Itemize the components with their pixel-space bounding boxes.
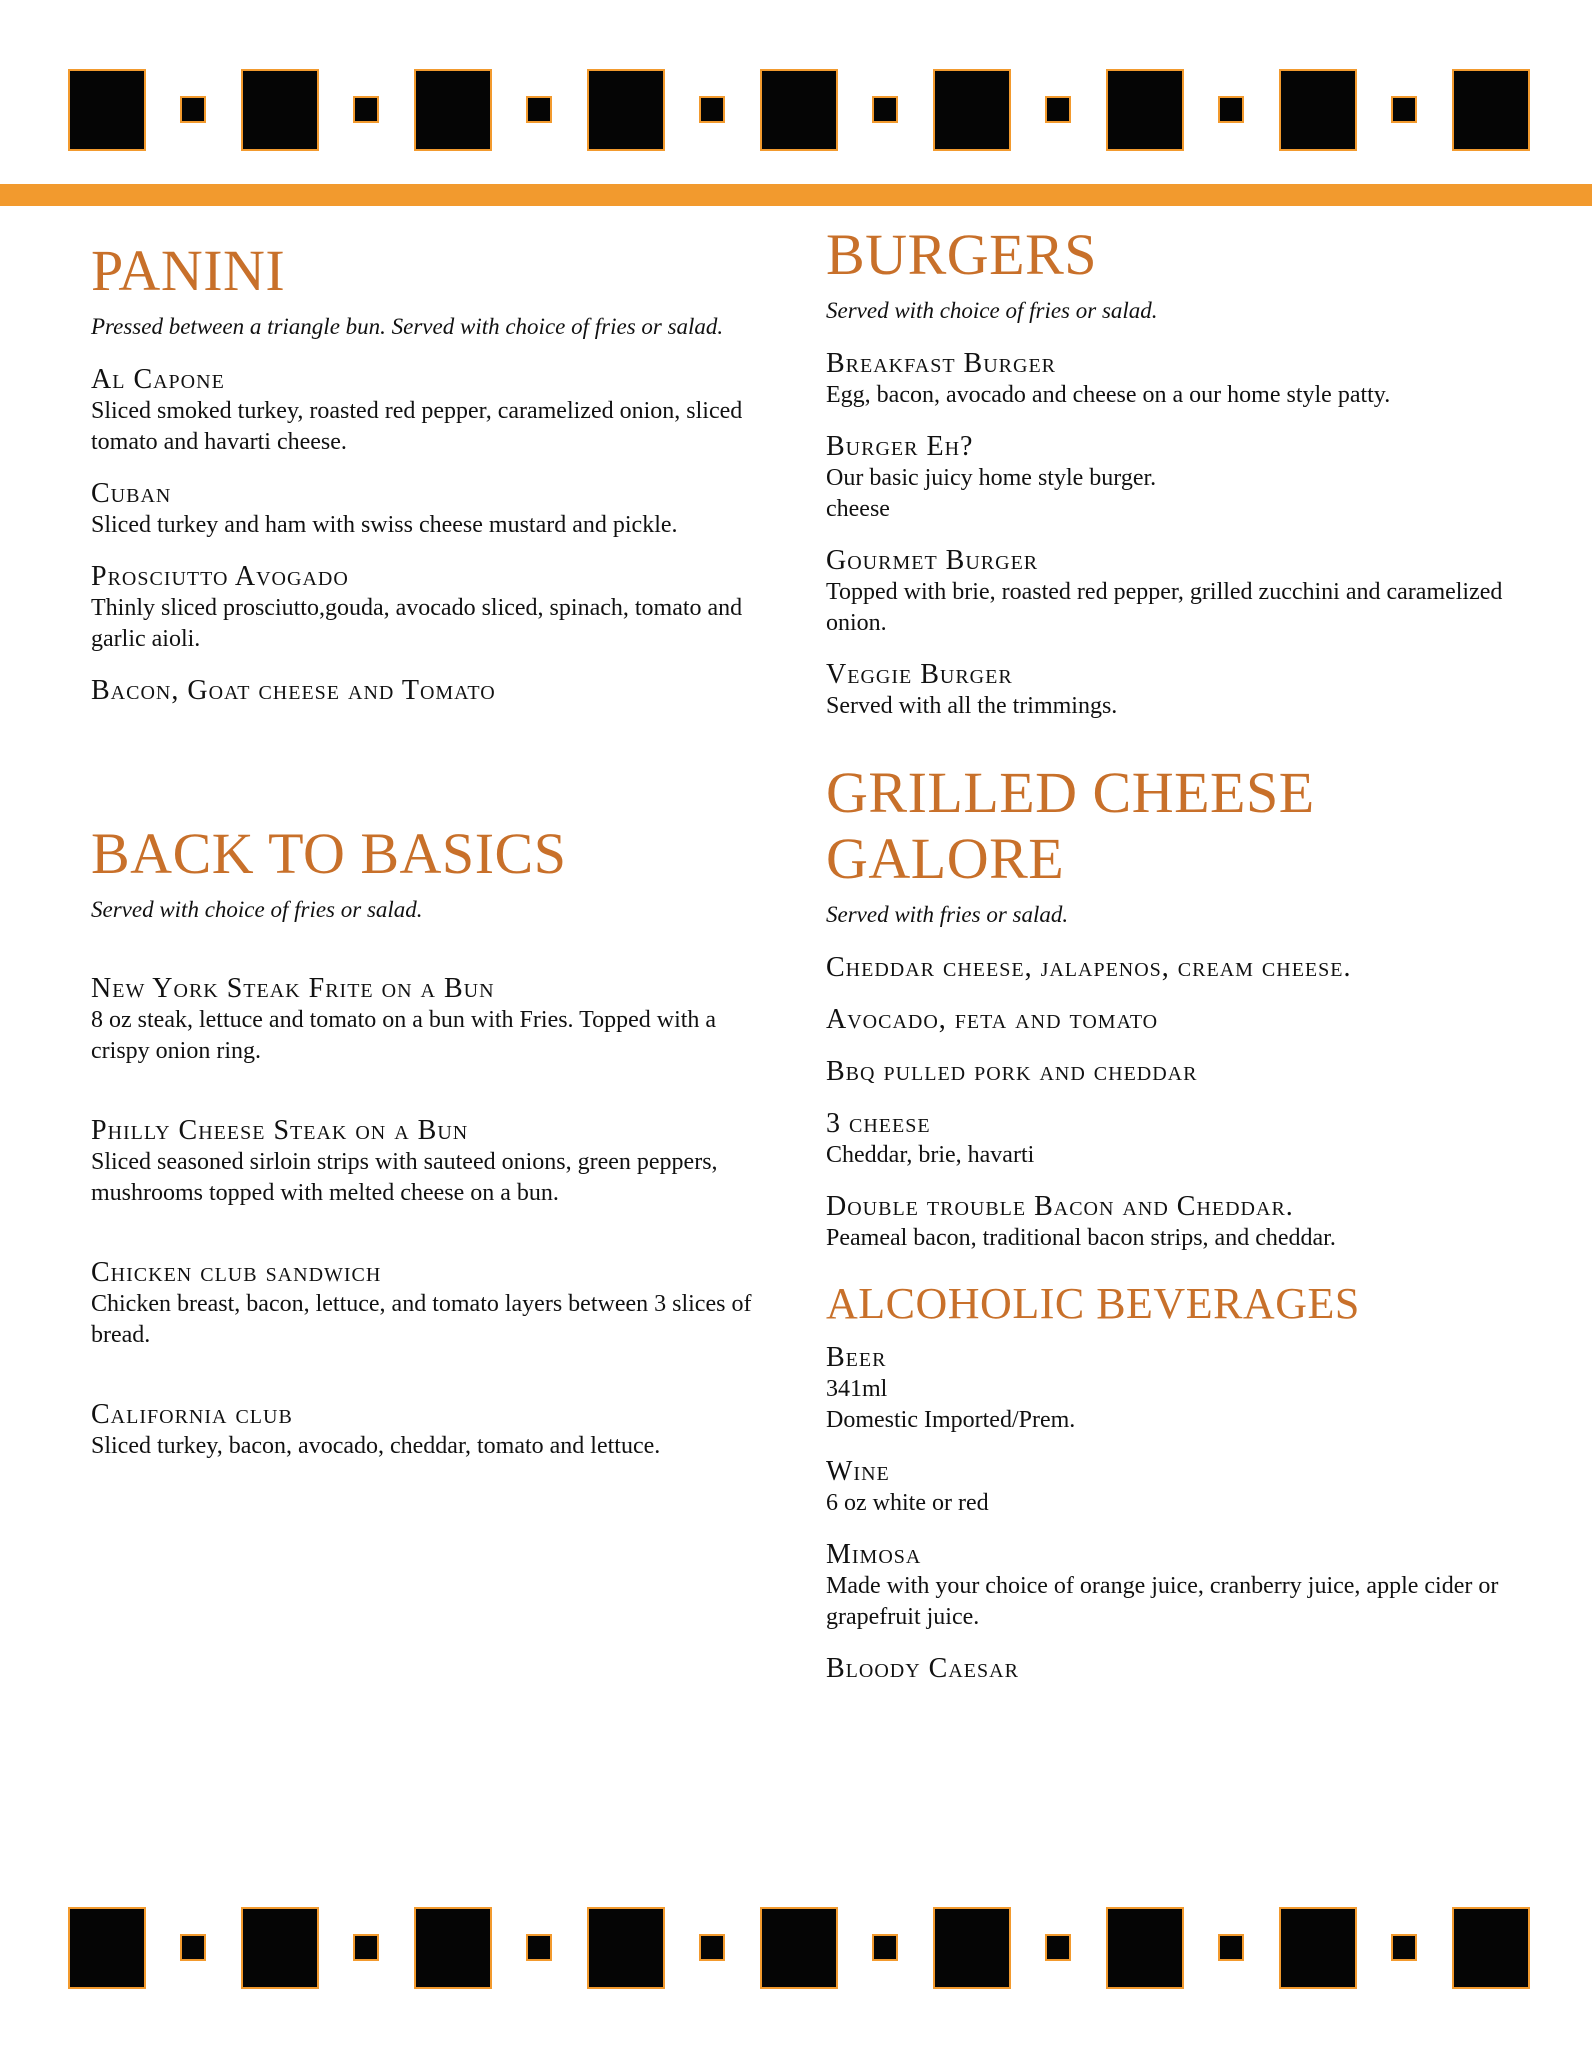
square-decoration (1219, 1935, 1243, 1960)
square-decoration (527, 1935, 551, 1960)
square-decoration (588, 1908, 664, 1988)
item-name: Bbq pulled pork and cheddar (826, 1056, 1198, 1087)
item-description: Sliced seasoned sirloin strips with sauteed onions, green peppers, mushrooms topped with melted cheese on a bun. (91, 1149, 718, 1206)
item-name: Veggie Burger (826, 659, 1013, 690)
item-name: California club (91, 1399, 293, 1430)
section-title-line: GALORE (826, 826, 1065, 891)
item-name: Prosciutto Avogado (91, 561, 349, 592)
item-name: Philly Cheese Steak on a Bun (91, 1115, 469, 1146)
section-note: Served with choice of fries or salad. (826, 298, 1158, 323)
item-description: Chicken breast, bacon, lettuce, and tomato layers between 3 slices of bread. (91, 1291, 752, 1348)
menu-item (826, 348, 1506, 411)
menu-item (91, 973, 771, 1067)
square-decoration (1046, 97, 1070, 122)
item-description: 8 oz steak, lettuce and tomato on a bun with Fries. Topped with a crispy onion ring. (91, 1007, 717, 1064)
bottom-square-border (0, 1898, 1592, 2018)
panini-section (91, 238, 771, 707)
item-name: Cheddar cheese, jalapenos, cream cheese. (826, 952, 1352, 983)
square-decoration (1219, 97, 1243, 122)
square-decoration (934, 70, 1010, 150)
item-name: Breakfast Burger (826, 348, 1056, 379)
square-decoration (181, 1935, 205, 1960)
item-description: Cheddar, brie, havarti (826, 1142, 1035, 1168)
top-square-border (0, 60, 1592, 180)
item-description: Sliced turkey and ham with swiss cheese mustard and pickle. (91, 512, 678, 538)
item-description: 6 oz white or red (826, 1490, 989, 1516)
square-decoration (69, 1908, 145, 1988)
section-title: ALCOHOLIC BEVERAGES (826, 1279, 1360, 1328)
menu-item (91, 1399, 771, 1462)
item-description: 341ml (826, 1376, 888, 1402)
section-title: PANINI (91, 238, 286, 303)
menu-item (91, 1257, 771, 1351)
square-decoration (1280, 1908, 1356, 1988)
menu-item (826, 1191, 1506, 1254)
grilled-cheese-section (826, 760, 1506, 1254)
item-name: Bacon, Goat cheese and Tomato (91, 675, 496, 706)
item-name: 3 cheese (826, 1108, 931, 1139)
item-description: Topped with brie, roasted red pepper, grilled zucchini and caramelized onion. (826, 579, 1503, 636)
left-column (91, 238, 771, 1482)
square-decoration (1392, 97, 1416, 122)
item-name: Mimosa (826, 1539, 922, 1570)
menu-item (826, 1342, 1506, 1436)
section-title: BACK TO BASICS (91, 821, 567, 886)
item-description: Thinly sliced prosciutto,gouda, avocado sliced, spinach, tomato and garlic aioli. (91, 595, 743, 652)
item-name: Beer (826, 1342, 887, 1373)
menu-item (826, 1056, 1506, 1088)
item-name: Double trouble Bacon and Cheddar. (826, 1191, 1294, 1222)
menu-item (826, 1004, 1506, 1036)
menu-item (91, 675, 771, 707)
section-title: BURGERS (826, 222, 1098, 287)
square-decoration (700, 97, 724, 122)
menu-item (826, 1456, 1506, 1519)
menu-item (91, 478, 771, 541)
section-title (826, 760, 1506, 892)
square-decoration (1046, 1935, 1070, 1960)
square-decoration (761, 70, 837, 150)
item-description: Sliced turkey, bacon, avocado, cheddar, tomato and lettuce. (91, 1433, 661, 1459)
orange-divider-bar (0, 184, 1592, 206)
item-name: Bloody Caesar (826, 1653, 1019, 1684)
square-decoration (354, 1935, 378, 1960)
square-decoration (69, 70, 145, 150)
burgers-section (826, 222, 1506, 722)
square-decoration (1453, 1908, 1529, 1988)
item-name: Wine (826, 1456, 890, 1487)
item-description: Served with all the trimmings. (826, 693, 1118, 719)
section-note: Pressed between a triangle bun. Served with choice of fries or salad. (91, 314, 724, 339)
item-description-extra: cheese (826, 496, 890, 522)
square-decoration (354, 97, 378, 122)
square-decoration (1453, 70, 1529, 150)
square-decoration (761, 1908, 837, 1988)
item-name: Gourmet Burger (826, 545, 1039, 576)
item-name: Avocado, feta and tomato (826, 1004, 1159, 1035)
item-description: Sliced smoked turkey, roasted red pepper, caramelized onion, sliced tomato and havarti cheese. (91, 398, 743, 455)
item-description: Peameal bacon, traditional bacon strips, and cheddar. (826, 1225, 1336, 1251)
menu-item (826, 952, 1506, 984)
item-description-extra: Domestic Imported/Prem. (826, 1407, 1076, 1433)
section-title-line: GRILLED CHEESE (826, 760, 1315, 825)
menu-item (826, 545, 1506, 639)
item-description: Our basic juicy home style burger. (826, 465, 1157, 491)
item-name: Cuban (91, 478, 172, 509)
right-column (826, 222, 1506, 1705)
square-decoration (700, 1935, 724, 1960)
square-decoration (415, 1908, 491, 1988)
menu-item (826, 1653, 1506, 1685)
menu-item (826, 1539, 1506, 1633)
item-name: Al Capone (91, 364, 225, 395)
item-description: Made with your choice of orange juice, cranberry juice, apple cider or grapefruit juice. (826, 1573, 1499, 1630)
menu-item (826, 1108, 1506, 1171)
square-decoration (1392, 1935, 1416, 1960)
square-decoration (242, 1908, 318, 1988)
square-decoration (1107, 1908, 1183, 1988)
section-note: Served with choice of fries or salad. (91, 897, 423, 922)
square-decoration (873, 1935, 897, 1960)
item-description: Egg, bacon, avocado and cheese on a our home style patty. (826, 382, 1391, 408)
item-name: Chicken club sandwich (91, 1257, 382, 1288)
square-decoration (588, 70, 664, 150)
section-note: Served with fries or salad. (826, 902, 1069, 927)
alcoholic-beverages-section (826, 1278, 1506, 1685)
square-decoration (1280, 70, 1356, 150)
menu-item (826, 659, 1506, 722)
square-decoration (181, 97, 205, 122)
item-name: Burger Eh? (826, 431, 974, 462)
square-decoration (415, 70, 491, 150)
square-decoration (873, 97, 897, 122)
menu-item (91, 364, 771, 458)
square-decoration (1107, 70, 1183, 150)
square-decoration (527, 97, 551, 122)
back-to-basics-section (91, 821, 771, 1462)
square-decoration (242, 70, 318, 150)
menu-item (91, 1115, 771, 1209)
square-decoration (934, 1908, 1010, 1988)
menu-item (91, 561, 771, 655)
item-name: New York Steak Frite on a Bun (91, 973, 495, 1004)
menu-item (826, 431, 1506, 525)
